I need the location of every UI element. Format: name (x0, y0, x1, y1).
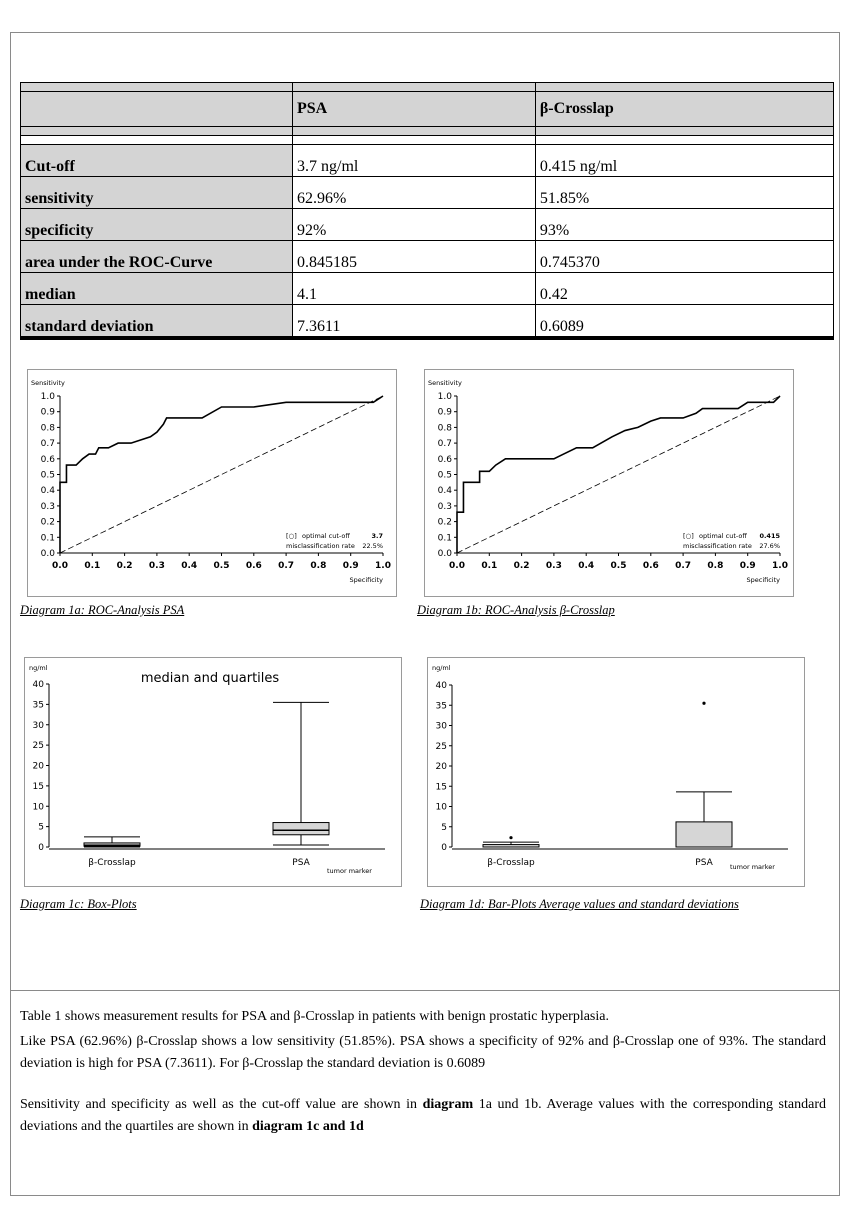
annotation-label-2: misclassification rate (683, 542, 752, 550)
table-spacer (21, 136, 834, 145)
y-tick-label: 0.6 (437, 454, 452, 465)
table-row (21, 177, 834, 209)
caption-diagram-1d: Diagram 1d: Bar-Plots Average values and standard deviations (420, 897, 739, 911)
category-label: PSA (695, 858, 713, 868)
x-tick-label: 0.0 (52, 561, 68, 571)
bar-plot-chart (428, 658, 804, 886)
caption-diagram-1a: Diagram 1a: ROC-Analysis PSA (20, 603, 185, 617)
x-tick-label: 0.2 (116, 561, 133, 571)
roc-crosslap-chart (425, 370, 793, 596)
y-tick-label: 25 (32, 741, 44, 752)
y-tick-label: 0.0 (40, 549, 55, 559)
y-tick-label: 35 (32, 700, 44, 711)
table-row (21, 145, 834, 177)
category-label: β-Crosslap (88, 858, 136, 868)
table-header-row (21, 92, 834, 127)
cell-psa-sensitivity: 62.96% (293, 177, 536, 209)
x-axis-label: Specificity (746, 576, 780, 584)
y-tick-label: 20 (32, 761, 44, 772)
x-tick-label: 0.7 (278, 561, 295, 571)
x-tick-label: 0.8 (310, 561, 327, 571)
y-tick-label: 10 (32, 802, 44, 813)
x-tick-label: 0.4 (578, 561, 595, 571)
x-tick-label: 1.0 (375, 561, 391, 571)
cell-psa-std-dev: 7.3611 (293, 305, 536, 339)
panel-box-plots (24, 657, 402, 887)
table-spacer (21, 83, 834, 92)
paragraph-3-text-b: 1a und 1b. Average values with the corresponding standard deviations and the quartiles are shown in (20, 1097, 826, 1134)
section-divider (10, 990, 840, 991)
annotation-value: 3.7 (371, 532, 383, 540)
y-tick-label: 0.4 (40, 486, 55, 497)
x-tick-label: 0.5 (610, 561, 627, 571)
paragraph-1 (20, 1006, 826, 1028)
y-tick-label: 0.5 (437, 470, 452, 481)
cell-crosslap-cutoff: 0.415 ng/ml (535, 145, 833, 177)
y-tick-label: 0.1 (437, 533, 452, 544)
y-tick-label: 15 (435, 782, 447, 793)
y-axis-label: ng/ml (432, 664, 451, 672)
box-plot-chart (25, 658, 401, 886)
quartile-box (273, 823, 329, 835)
outlier-point (702, 702, 705, 705)
y-tick-label: 15 (32, 781, 44, 792)
outlier-point (509, 836, 512, 839)
y-tick-label: 0 (441, 843, 447, 853)
paragraph-2-text: Like PSA (62.96%) β-Crosslap shows a low sensitivity (51.85%). PSA shows a specificity of 92% and β-Crosslap one of 93%. The standard deviation is high for PSA (7.3611). For β-Crosslap the standard deviation is 0.6089 (20, 1034, 826, 1071)
cell-psa-auc: 0.845185 (293, 241, 536, 273)
x-tick-label: 0.3 (545, 561, 562, 571)
x-tick-label: 0.9 (739, 561, 756, 571)
y-tick-label: 40 (32, 680, 44, 690)
x-tick-label: 0.8 (707, 561, 724, 571)
y-tick-label: 25 (435, 741, 447, 752)
cell-psa-specificity: 92% (293, 209, 536, 241)
cell-crosslap-specificity: 93% (535, 209, 833, 241)
table-header-empty (21, 92, 293, 127)
annotation-label: optimal cut-off (699, 532, 747, 540)
table-row (21, 305, 834, 339)
y-tick-label: 10 (435, 802, 447, 813)
cell-psa-cutoff: 3.7 ng/ml (293, 145, 536, 177)
x-tick-label: 0.1 (481, 561, 498, 571)
paragraph-3-text-a: Sensitivity and specificity as well as the cut-off value are shown in (20, 1097, 423, 1112)
caption-diagram-1b: Diagram 1b: ROC-Analysis β-Crosslap (417, 603, 615, 617)
y-tick-label: 1.0 (40, 392, 55, 402)
row-label-sensitivity: sensitivity (21, 177, 293, 209)
annotation-label-2: misclassification rate (286, 542, 355, 550)
reference-diagonal-line (60, 396, 383, 553)
row-label-std-dev: standard deviation (21, 305, 293, 339)
cell-crosslap-sensitivity: 51.85% (535, 177, 833, 209)
average-bar (483, 845, 539, 847)
y-tick-label: 0.8 (40, 423, 55, 434)
annotation-marker: [○] (683, 532, 694, 540)
table-row (21, 241, 834, 273)
x-tick-label: 0.9 (342, 561, 359, 571)
y-tick-label: 30 (32, 720, 44, 731)
cell-crosslap-std-dev: 0.6089 (535, 305, 833, 339)
y-axis-label: Sensitivity (31, 379, 65, 387)
panel-roc-psa (27, 369, 397, 597)
x-tick-label: 0.6 (642, 561, 659, 571)
y-tick-label: 0.7 (40, 439, 55, 450)
y-tick-label: 35 (435, 701, 447, 712)
table-spacer (21, 127, 834, 136)
table-row (21, 209, 834, 241)
category-label: β-Crosslap (487, 858, 535, 868)
row-label-specificity: specificity (21, 209, 293, 241)
roc-psa-chart (28, 370, 396, 596)
y-tick-label: 5 (441, 822, 447, 833)
cell-psa-median: 4.1 (293, 273, 536, 305)
y-tick-label: 40 (435, 681, 447, 691)
y-tick-label: 0.8 (437, 423, 452, 434)
y-tick-label: 0.0 (437, 549, 452, 559)
results-table (20, 82, 834, 340)
x-tick-label: 1.0 (772, 561, 788, 571)
y-axis-label: Sensitivity (428, 379, 462, 387)
x-tick-label: 0.2 (513, 561, 530, 571)
y-tick-label: 0.7 (437, 439, 452, 450)
y-tick-label: 20 (435, 762, 447, 772)
y-tick-label: 0.5 (40, 470, 55, 481)
x-tick-label: 0.7 (675, 561, 692, 571)
y-tick-label: 0 (38, 843, 44, 853)
y-tick-label: 0.9 (437, 407, 452, 418)
panel-bar-plots (427, 657, 805, 887)
annotation-value: 0.415 (759, 532, 780, 540)
x-tick-label: 0.4 (181, 561, 198, 571)
y-tick-label: 0.9 (40, 407, 55, 418)
x-axis-label: tumor marker (327, 867, 372, 875)
table-header-crosslap: β-Crosslap (535, 92, 833, 127)
annotation-label: optimal cut-off (302, 532, 350, 540)
category-label: PSA (292, 858, 310, 868)
y-tick-label: 5 (38, 822, 44, 833)
y-axis-label: ng/ml (29, 664, 48, 672)
cell-crosslap-auc: 0.745370 (535, 241, 833, 273)
row-label-auc: area under the ROC-Curve (21, 241, 293, 273)
roc-curve-line (457, 396, 780, 553)
caption-diagram-1c: Diagram 1c: Box-Plots (20, 897, 137, 911)
chart-title: median and quartiles (140, 671, 280, 686)
x-axis-label: Specificity (349, 576, 383, 584)
paragraph-3-bold-a: diagram (422, 1097, 474, 1112)
paragraph-1-text: Table 1 shows measurement results for PSA and β-Crosslap in patients with benign prostatic hyperplasia. (20, 1009, 609, 1024)
y-tick-label: 0.2 (40, 517, 55, 528)
y-tick-label: 1.0 (437, 392, 452, 402)
cell-crosslap-median: 0.42 (535, 273, 833, 305)
row-label-cutoff: Cut-off (21, 145, 293, 177)
x-tick-label: 0.3 (148, 561, 165, 571)
table-row (21, 273, 834, 305)
x-axis-label: tumor marker (730, 863, 775, 871)
roc-curve-line (60, 396, 383, 553)
x-tick-label: 0.5 (213, 561, 230, 571)
annotation-marker: [○] (286, 532, 297, 540)
y-tick-label: 0.3 (437, 501, 452, 512)
row-label-median: median (21, 273, 293, 305)
y-tick-label: 0.6 (40, 454, 55, 465)
annotation-value-2: 27.6% (759, 542, 780, 550)
y-tick-label: 0.3 (40, 501, 55, 512)
x-tick-label: 0.0 (449, 561, 465, 571)
paragraph-3-bold-b: diagram 1c and 1d (252, 1119, 364, 1134)
paragraph-2 (20, 1031, 826, 1075)
average-bar (676, 822, 732, 847)
paragraph-3 (20, 1094, 826, 1138)
y-tick-label: 30 (435, 721, 447, 732)
y-tick-label: 0.2 (437, 517, 452, 528)
panel-roc-crosslap (424, 369, 794, 597)
annotation-value-2: 22.5% (362, 542, 383, 550)
y-tick-label: 0.1 (40, 533, 55, 544)
reference-diagonal-line (457, 396, 780, 553)
table-header-psa: PSA (293, 92, 536, 127)
y-tick-label: 0.4 (437, 486, 452, 497)
x-tick-label: 0.6 (245, 561, 262, 571)
x-tick-label: 0.1 (84, 561, 101, 571)
